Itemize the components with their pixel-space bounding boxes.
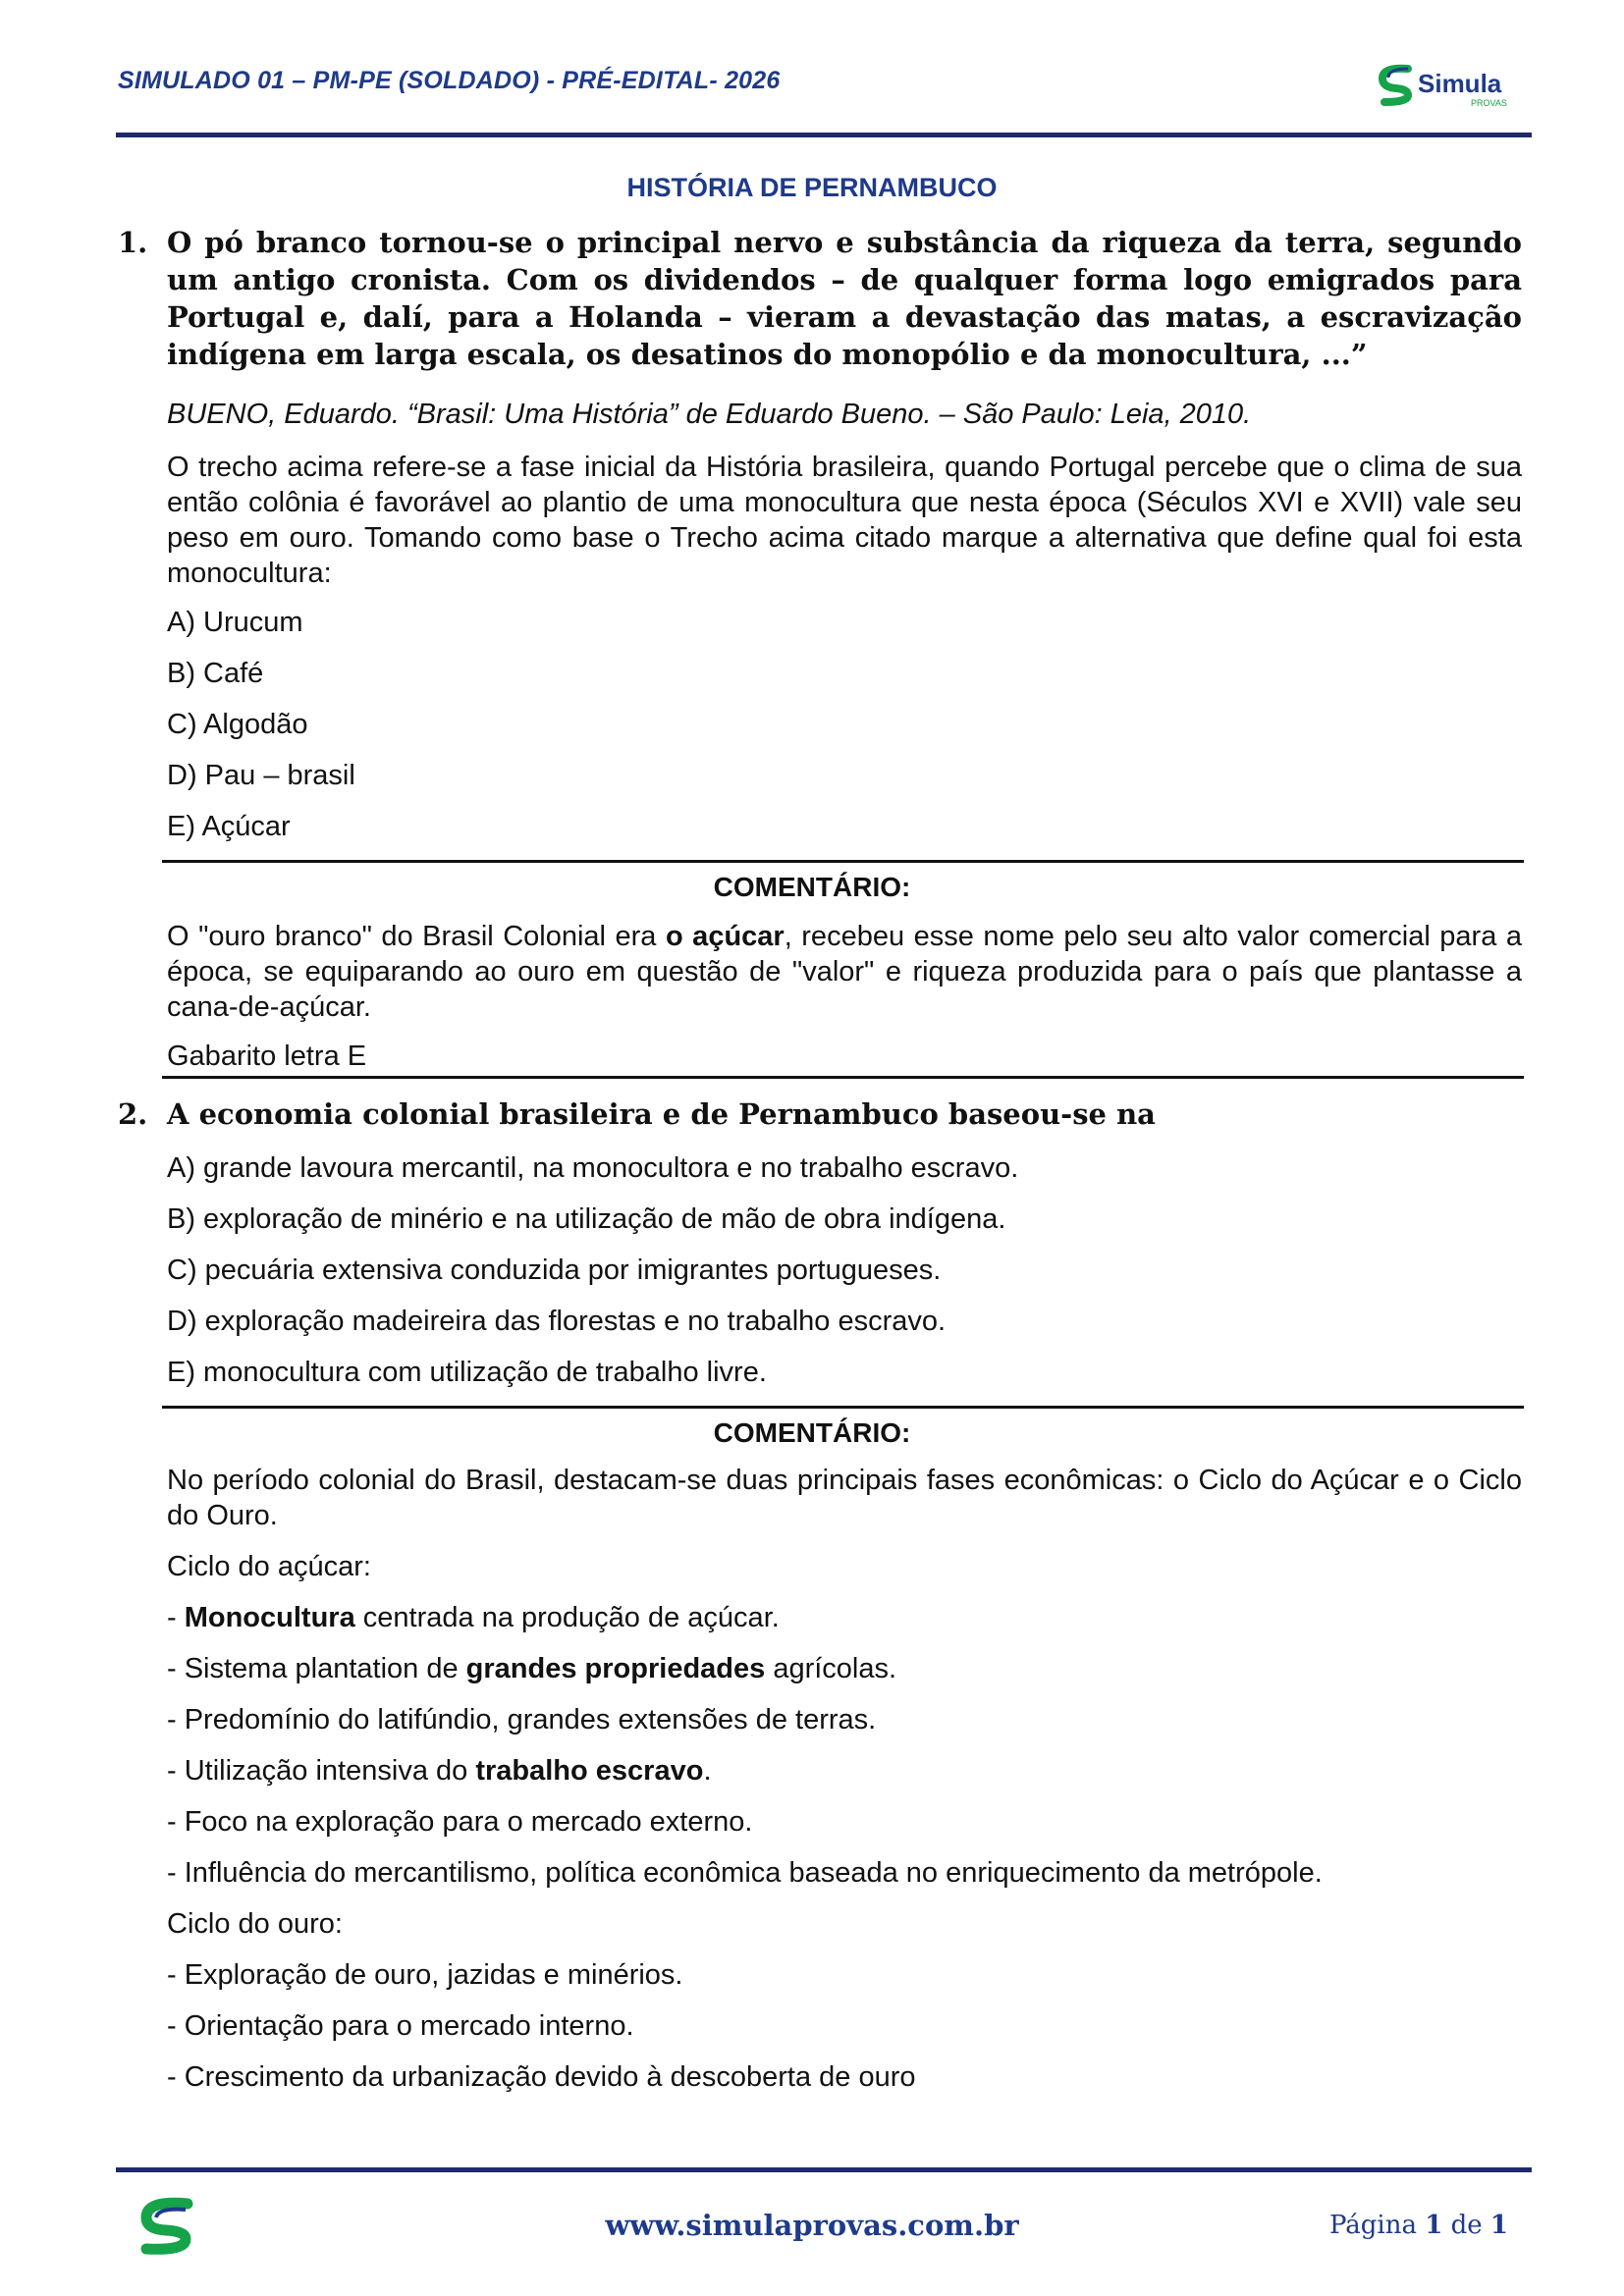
page-current: 1: [1425, 2211, 1443, 2240]
question-2-option-d[interactable]: D) exploração madeireira das florestas e no trabalho escravo.: [167, 1306, 947, 1337]
comment-2-intro: No período colonial do Brasil, destacam-se duas principais fases econômicas: o Ciclo do Açúcar e o Ciclo do Ouro.: [167, 1465, 1522, 1531]
sugar-cycle-item-6: [167, 1857, 1323, 1890]
question-2-text: A economia colonial brasileira e de Pernambuco baseou-se na: [167, 1097, 1156, 1131]
sugar-item-5-text: - Foco na exploração para o mercado externo.: [167, 1806, 753, 1838]
gold-cycle-item-3: - Crescimento da urbanização devido à descoberta de ouro: [167, 2061, 916, 2093]
comment-1-text-bold: o açúcar: [665, 921, 785, 952]
question-1-option-a[interactable]: A) Urucum: [167, 607, 303, 638]
footer-rule: [116, 2167, 1532, 2172]
section-title: HISTÓRIA DE PERNAMBUCO: [626, 173, 998, 202]
header-rule: [116, 133, 1532, 137]
logo-subtext: PROVAS: [1471, 98, 1507, 108]
page-label: Página: [1328, 2211, 1426, 2240]
question-1-statement: O trecho acima refere-se a fase inicial da História brasileira, quando Portugal percebe que o clima de sua então colônia é favorável ao plantio de uma monocultura que nesta época (Séculos XVI e XVII) vale seu peso em ouro. Tomando como base o Trecho acima citado marque a alternativa que define qual foi esta monocultura:: [167, 452, 1522, 589]
comment-2-heading: COMENTÁRIO:: [713, 1417, 911, 1448]
comment-1-text: [167, 919, 1522, 1025]
sugar-item-1-bold: Monocultura: [184, 1602, 355, 1633]
sugar-item-6-text: - Influência do mercantilismo, política econômica baseada no enriquecimento da metrópole.: [167, 1857, 1323, 1889]
question-2-option-a[interactable]: A) grande lavoura mercantil, na monocultora e no trabalho escravo.: [167, 1152, 1019, 1184]
comment-2-top-rule: [162, 1406, 1524, 1409]
simula-provas-logo: [1375, 59, 1522, 114]
sugar-item-2-bold: grandes propriedades: [465, 1653, 766, 1684]
question-2-option-e[interactable]: E) monocultura com utilização de trabalho livre.: [167, 1357, 767, 1388]
footer-page-indicator: [1329, 2211, 1508, 2240]
sugar-item-4-post: .: [703, 1755, 712, 1787]
page-separator: de: [1442, 2211, 1490, 2240]
gold-cycle-item-1: - Exploração de ouro, jazidas e minérios.: [167, 1959, 683, 1991]
sugar-item-2-pre: - Sistema plantation de: [167, 1653, 466, 1684]
page-total: 1: [1489, 2211, 1508, 2240]
comment-1-top-rule: [162, 860, 1524, 863]
sugar-cycle-item-1: [167, 1602, 780, 1634]
sugar-cycle-title: Ciclo do açúcar:: [167, 1551, 371, 1582]
sugar-cycle-item-5: [167, 1806, 752, 1839]
sugar-item-1-post: centrada na produção de açúcar.: [354, 1602, 780, 1633]
sugar-cycle-item-3: [167, 1704, 876, 1736]
sugar-item-2-post: agrícolas.: [765, 1653, 897, 1684]
gold-cycle-title: Ciclo do ouro:: [167, 1908, 343, 1940]
sugar-item-1-pre: -: [167, 1602, 185, 1633]
comment-1-heading: COMENTÁRIO:: [713, 872, 911, 902]
gold-cycle-item-2: - Orientação para o mercado interno.: [167, 2010, 634, 2042]
sugar-cycle-item-4: [167, 1755, 712, 1788]
question-2-option-c[interactable]: C) pecuária extensiva conduzida por imigrantes portugueses.: [167, 1255, 942, 1286]
question-1-quote: O pó branco tornou-se o principal nervo e substância da riqueza da terra, segundo um antigo cronista. Com os dividendos – de qualquer forma logo emigrados para Portugal e, dalí, para a Holanda – vieram a devastação das matas, a escravização indígena em larga escala, os desatinos do monopólio e da monocultura, ...”: [167, 226, 1522, 371]
sugar-cycle-item-2: [167, 1653, 896, 1685]
logo-text: Simula: [1418, 69, 1502, 98]
question-1-citation: BUENO, Eduardo. “Brasil: Uma História” de Eduardo Bueno. – São Paulo: Leia, 2010.: [167, 399, 1252, 430]
comment-1-text-post: , recebeu esse nome pelo seu alto valor comercial para a época, se equiparando ao ouro em questão de "valor" e riqueza produzida para o país que plantasse a cana-de-açúcar.: [167, 921, 1522, 1023]
question-1-option-c[interactable]: C) Algodão: [167, 709, 308, 740]
comment-1-bottom-rule: [162, 1076, 1524, 1079]
question-2-number: 2.: [118, 1097, 148, 1131]
question-1-option-b[interactable]: B) Café: [167, 658, 264, 689]
question-1-option-e[interactable]: E) Açúcar: [167, 811, 291, 842]
document-header-title: SIMULADO 01 – PM-PE (SOLDADO) - PRÉ-EDITAL- 2026: [118, 67, 781, 94]
sugar-item-4-bold: trabalho escravo: [475, 1755, 704, 1787]
question-1-number: 1.: [118, 226, 148, 259]
comment-1-answer: Gabarito letra E: [167, 1041, 367, 1072]
sugar-item-4-pre: - Utilização intensiva do: [167, 1755, 476, 1787]
question-2-option-b[interactable]: B) exploração de minério e na utilização de mão de obra indígena.: [167, 1203, 1006, 1235]
sugar-item-3-text: - Predomínio do latifúndio, grandes extensões de terras.: [167, 1704, 877, 1735]
comment-1-text-pre: O "ouro branco" do Brasil Colonial era: [167, 921, 666, 952]
question-1-option-d[interactable]: D) Pau – brasil: [167, 760, 355, 791]
footer-website-link[interactable]: www.simulaprovas.com.br: [605, 2209, 1019, 2242]
